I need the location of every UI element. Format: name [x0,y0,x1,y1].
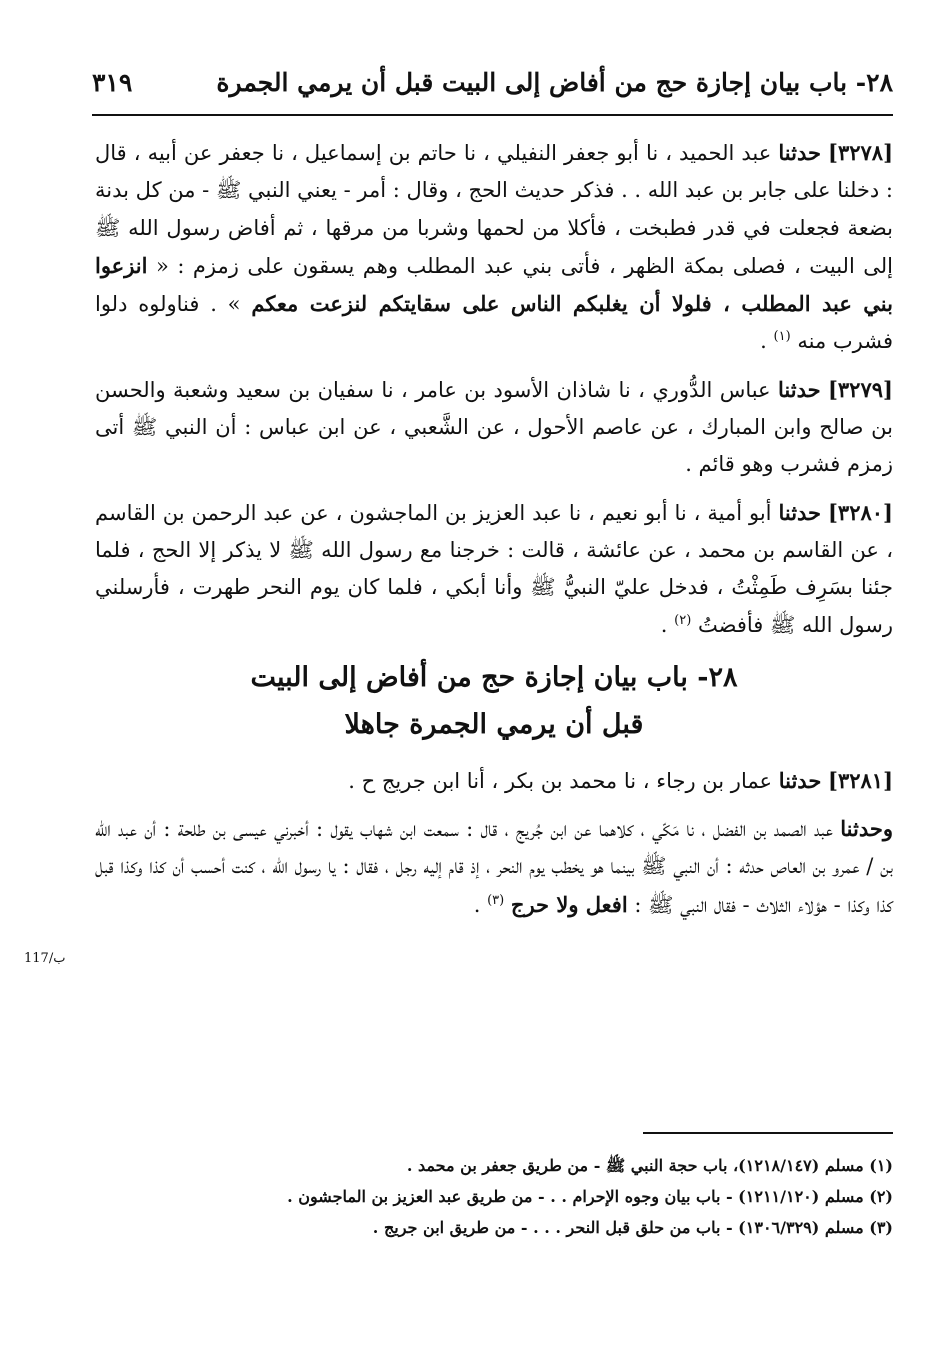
footnote-3: (٣) مسلم (١٣٠٦/٣٢٩) - باب من حلق قبل النحر . . . - من طريق ابن جريج . [372,1218,893,1237]
hadith-number: [٣٢٨٠] [827,499,893,525]
prophet-saying: افعل ولا حرج [510,891,628,917]
footnote-ref: (١) [773,329,791,345]
main-text [95,134,893,934]
footnotes [95,1150,893,1243]
hadith-end: . [760,329,767,354]
hadith-3281-second-chain [95,810,893,924]
footnote-rule [643,1132,893,1134]
hadith-text: عباس الدُّوري ، نا شاذان الأسود بن عامر ، نا سفيان بن سعيد وشعبة والحسن بن صالح وابن المبارك ، عن عاصم الأحول ، عن الشَّعبي ، عن ابن عباس : أن النبي ﷺ أتى زمزم فشرب وهو قائم . [95,377,893,477]
footnote-1: (١) مسلم (١٢١٨/١٤٧)، باب حجة النبي ﷺ - من طريق جعفر بن محمد . [406,1156,893,1175]
chapter-heading-line-2: قبل أن يرمي الجمرة جاهلا [344,708,644,740]
hadith-3278 [95,134,893,361]
page-header [92,58,893,106]
hadith-text: عمار بن رجاء ، نا محمد بن بكر ، أنا ابن جريج ح . [348,768,773,793]
hadith-opening: حدثنا [778,767,822,793]
chapter-heading-line-1: ٢٨- باب بيان إجازة حج من أفاض إلى البيت [250,661,738,693]
footnote-ref: (٢) [674,612,692,628]
hadith-3281 [95,762,893,800]
header-rule [92,114,893,116]
page-number: ٣١٩ [92,67,133,97]
hadith-opening: حدثنا [778,140,821,165]
hadith-3280 [95,494,893,644]
footnote-2: (٢) مسلم (١٢١١/١٢٠) - باب بيان وجوه الإحرام . . - من طريق عبد العزيز بن الماجشون . [287,1187,893,1206]
hadith-text: عبد الحميد ، نا أبو جعفر النفيلي ، نا حاتم بن إسماعيل ، نا جعفر عن أبيه ، قال : دخلنا على جابر بن عبد الله . . فذكر حديث الحج ، وقال : أمر - يعني النبي ﷺ - من كل بدنة بضعة فجعلت في قدر فطبخت ، فأكلا من لحمها وشربا من مرقها ، ثم أفاض رسول الله ﷺ إلى البيت ، فصلى بمكة الظهر ، فأتى بني عبد المطلب وهم يسقون على زمزم : « [95,141,893,278]
hadith-3279 [95,371,893,484]
hadith-opening: حدثنا [778,499,822,525]
hadith-end: . [660,612,668,637]
hadith-opening: حدثنا [777,376,821,402]
hadith-number: [٣٢٧٩] [827,376,893,402]
manuscript-folio-note: 117/ب [24,951,66,966]
hadith-number: [٣٢٧٨] [828,140,894,165]
footnote-ref: (٣) [487,892,505,908]
hadith-number: [٣٢٨١] [828,767,893,793]
hadith-text-end: » . فناولوه دلوا فشرب منه [95,292,893,354]
running-title: ٢٨- باب بيان إجازة حج من أفاض إلى البيت قبل أن يرمي الجمرة [216,67,893,97]
prophet-saying: انزعوا بني عبد المطلب ، فلولا أن يغلبكم الناس على سقايتكم لنزعت معكم [95,252,893,317]
hadith-end: . [473,892,481,917]
hadith-text: عبد الصمد بن الفضل ، نا مَكّي ، كلاهما عن ابن جُريج ، قال : سمعت ابن شهاب يقول : أخبرني عيسى بن طلحة : أن عبد الله بن / عمرو بن العاص حدثه : أن النبي ﷺ بينما هو يخطب يوم النحر ، إذ قام إليه رجل ، فقال : يا رسول الله ، كنت أحسب أن كذا وكذا قبل كذا وكذا - هؤلاء الثلاث - فقال النبي ﷺ : [95,817,893,917]
chapter-heading [95,654,893,748]
hadith-opening: وحدثنا [840,816,893,842]
hadith-text: أبو أمية ، نا أبو نعيم ، نا عبد العزيز بن الماجشون ، عن عبد الرحمن بن القاسم ، عن القاسم بن محمد ، عن عائشة ، قالت : خرجنا مع رسول الله ﷺ لا يذكر إلا الحج ، فلما جئنا بسَرِف طَمِثْتُ ، فدخل عليّ النبيُّ ﷺ وأنا أبكي ، فلما كان يوم النحر طهرت ، فأرسلني رسول الله ﷺ فأفضتُ [95,500,893,637]
